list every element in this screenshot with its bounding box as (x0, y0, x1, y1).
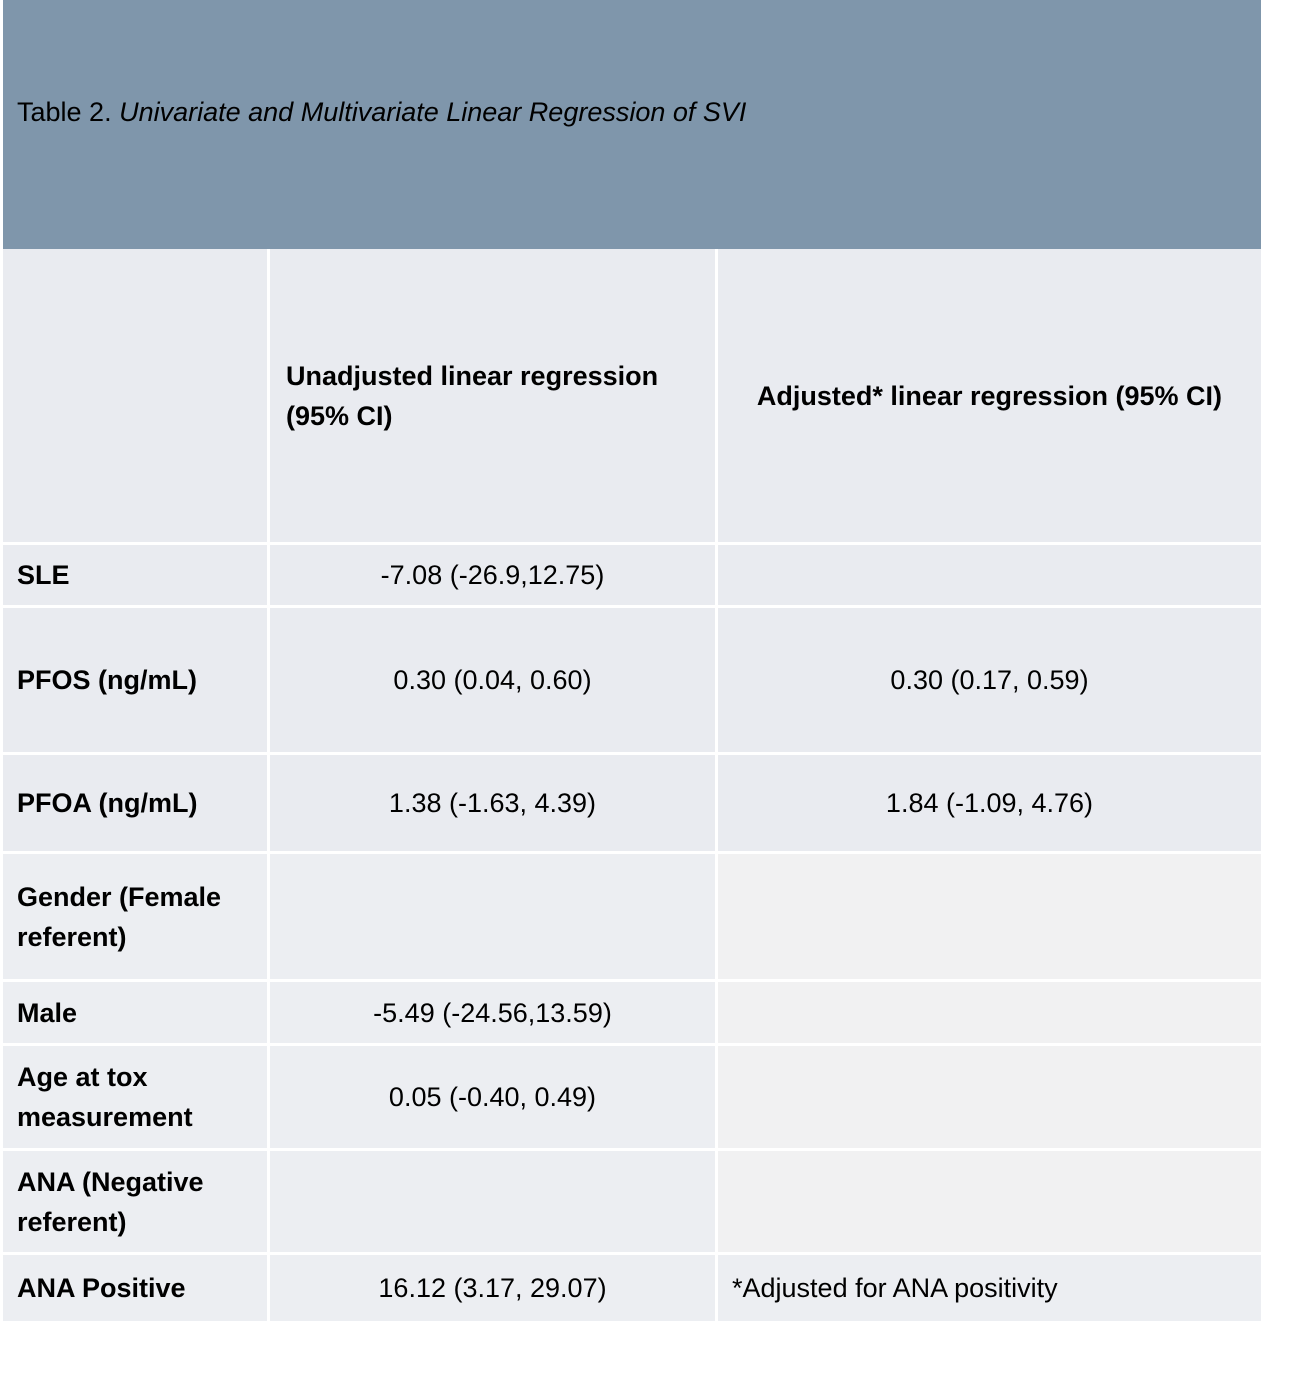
caption-band (3, 0, 1261, 249)
row-label: PFOS (ng/mL) (3, 608, 270, 755)
unadjusted-value: -7.08 (-26.9,12.75) (270, 545, 718, 608)
row-label: ANA (Negative referent) (3, 1151, 270, 1255)
unadjusted-value: 1.38 (-1.63, 4.39) (270, 755, 718, 854)
adjusted-value (718, 545, 1261, 608)
row-label: Gender (Female referent) (3, 854, 270, 982)
row-label: Male (3, 982, 270, 1046)
table-caption (17, 96, 746, 128)
header-unadjusted: Unadjusted linear regression (95% CI) (270, 249, 718, 545)
adjusted-value: 0.30 (0.17, 0.59) (718, 608, 1261, 755)
row-label: PFOA (ng/mL) (3, 755, 270, 854)
unadjusted-value (270, 854, 718, 982)
caption-title: Univariate and Multivariate Linear Regression of SVI (119, 97, 747, 127)
adjusted-value (718, 1046, 1261, 1151)
adjusted-value (718, 1151, 1261, 1255)
header-cell-empty (3, 249, 270, 545)
unadjusted-value: 16.12 (3.17, 29.07) (270, 1255, 718, 1324)
unadjusted-value: -5.49 (-24.56,13.59) (270, 982, 718, 1046)
adjusted-value: 1.84 (-1.09, 4.76) (718, 755, 1261, 854)
unadjusted-value (270, 1151, 718, 1255)
adjustment-footnote: *Adjusted for ANA positivity (718, 1255, 1261, 1324)
regression-table (3, 249, 1261, 1324)
row-label: SLE (3, 545, 270, 608)
row-label: Age at tox measurement (3, 1046, 270, 1151)
unadjusted-value: 0.30 (0.04, 0.60) (270, 608, 718, 755)
adjusted-value (718, 854, 1261, 982)
unadjusted-value: 0.05 (-0.40, 0.49) (270, 1046, 718, 1151)
header-adjusted: Adjusted* linear regression (95% CI) (718, 249, 1261, 545)
adjusted-value (718, 982, 1261, 1046)
row-label: ANA Positive (3, 1255, 270, 1324)
caption-prefix: Table 2. (17, 97, 112, 127)
